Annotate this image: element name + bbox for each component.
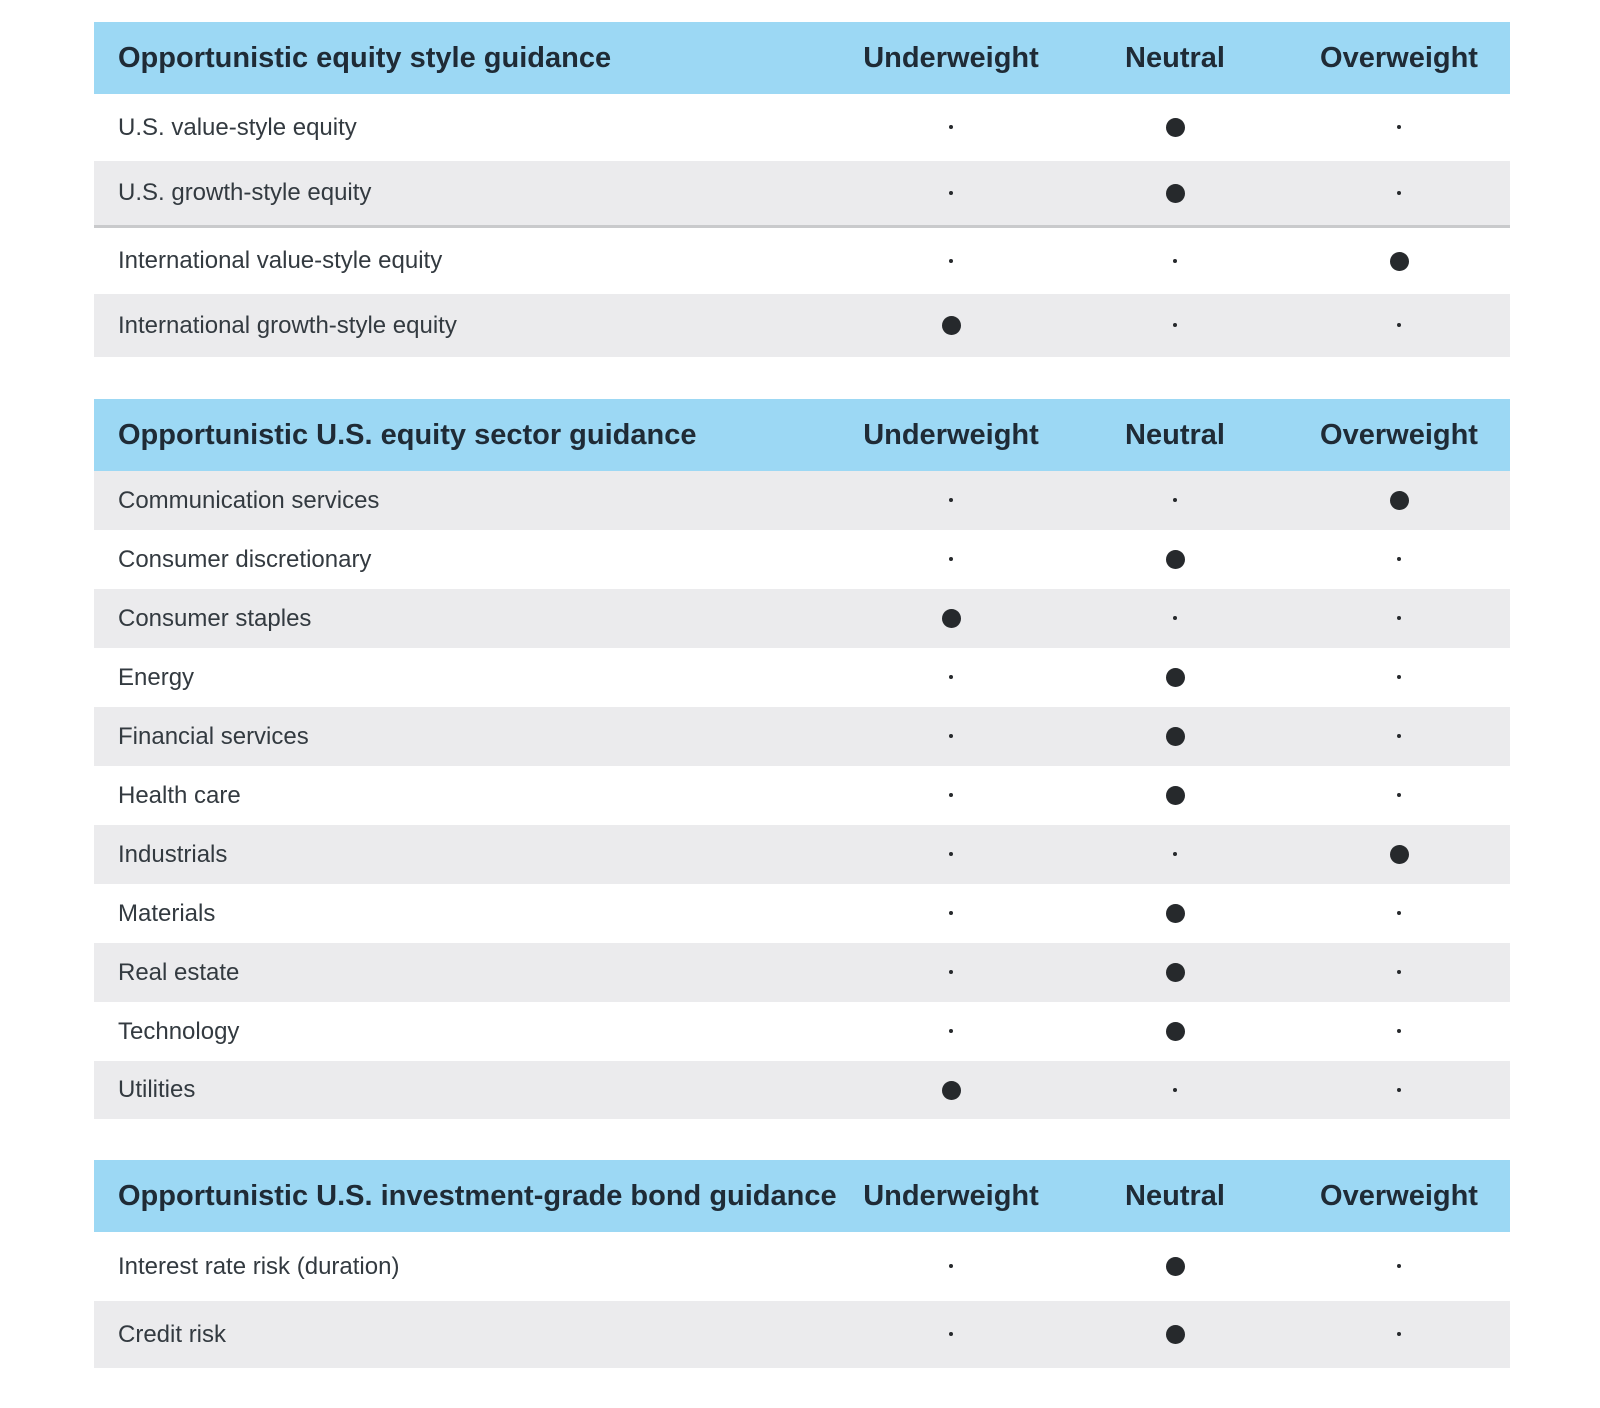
- table-row: [94, 530, 1510, 589]
- cell-overweight: [1287, 551, 1511, 569]
- cell-overweight: [1287, 1023, 1511, 1041]
- table-row: [94, 228, 1510, 294]
- large-dot-icon: [942, 316, 961, 335]
- table-row: [94, 294, 1510, 357]
- large-dot-icon: [1166, 1022, 1185, 1041]
- cell-underweight: [839, 184, 1063, 202]
- small-dot-icon: [1397, 1332, 1401, 1336]
- table-row: [94, 1002, 1510, 1061]
- large-dot-icon: [1390, 845, 1409, 864]
- row-label: International value-style equity: [118, 247, 443, 274]
- cell-neutral: [1063, 1257, 1287, 1276]
- cell-neutral: [1063, 1081, 1287, 1099]
- table-row: [94, 94, 1510, 161]
- cell-overweight: [1287, 1081, 1511, 1099]
- column-header-underweight: Underweight: [863, 418, 1039, 451]
- small-dot-icon: [1173, 259, 1177, 263]
- small-dot-icon: [1397, 675, 1401, 679]
- row-label: U.S. growth-style equity: [118, 179, 372, 206]
- small-dot-icon: [1397, 191, 1401, 195]
- row-label: U.S. value-style equity: [118, 113, 357, 141]
- small-dot-icon: [949, 852, 953, 856]
- table-row: [94, 471, 1510, 530]
- large-dot-icon: [1166, 184, 1185, 203]
- small-dot-icon: [1173, 323, 1177, 327]
- cell-neutral: [1063, 1022, 1287, 1041]
- row-label: Health care: [118, 781, 241, 809]
- row-label: Interest rate risk (duration): [118, 1252, 400, 1280]
- column-header-overweight: Overweight: [1320, 418, 1478, 451]
- cell-underweight: [839, 1326, 1063, 1344]
- small-dot-icon: [949, 793, 953, 797]
- row-label: Consumer discretionary: [118, 545, 372, 573]
- table-row: [94, 161, 1510, 228]
- row-label: Communication services: [118, 486, 380, 514]
- small-dot-icon: [949, 1332, 953, 1336]
- cell-underweight: [839, 728, 1063, 746]
- large-dot-icon: [1166, 904, 1185, 923]
- cell-underweight: [839, 551, 1063, 569]
- large-dot-icon: [942, 609, 961, 628]
- small-dot-icon: [1397, 1029, 1401, 1033]
- cell-overweight: [1287, 964, 1511, 982]
- cell-neutral: [1063, 963, 1287, 982]
- small-dot-icon: [949, 1029, 953, 1033]
- row-label: Utilities: [118, 1076, 196, 1103]
- table-row: [94, 589, 1510, 648]
- column-header-neutral: Neutral: [1125, 41, 1225, 74]
- table-row: [94, 1301, 1510, 1368]
- column-header-overweight: Overweight: [1320, 1179, 1478, 1212]
- cell-underweight: [839, 905, 1063, 923]
- row-label: International growth-style equity: [118, 311, 457, 339]
- column-header-underweight: Underweight: [863, 1179, 1039, 1212]
- table-row: [94, 825, 1510, 884]
- small-dot-icon: [1173, 616, 1177, 620]
- cell-underweight: [839, 252, 1063, 270]
- small-dot-icon: [1397, 970, 1401, 974]
- cell-overweight: [1287, 252, 1511, 271]
- table-row: [94, 648, 1510, 707]
- cell-neutral: [1063, 317, 1287, 335]
- row-label: Credit risk: [118, 1320, 227, 1348]
- large-dot-icon: [1390, 252, 1409, 271]
- large-dot-icon: [1166, 668, 1185, 687]
- large-dot-icon: [1390, 491, 1409, 510]
- small-dot-icon: [949, 1264, 953, 1268]
- cell-neutral: [1063, 492, 1287, 510]
- table-title: Opportunistic U.S. equity sector guidance: [118, 418, 697, 451]
- column-header-underweight: Underweight: [863, 41, 1039, 74]
- table-header: [94, 1160, 1510, 1232]
- small-dot-icon: [949, 259, 953, 263]
- small-dot-icon: [949, 675, 953, 679]
- large-dot-icon: [1166, 1325, 1185, 1344]
- small-dot-icon: [1397, 911, 1401, 915]
- cell-neutral: [1063, 1325, 1287, 1344]
- large-dot-icon: [1166, 1257, 1185, 1276]
- table-row: [94, 766, 1510, 825]
- small-dot-icon: [1173, 852, 1177, 856]
- large-dot-icon: [1166, 118, 1185, 137]
- cell-overweight: [1287, 1258, 1511, 1276]
- table-row: [94, 707, 1510, 766]
- row-label: Consumer staples: [118, 604, 312, 632]
- cell-neutral: [1063, 118, 1287, 137]
- cell-neutral: [1063, 846, 1287, 864]
- cell-overweight: [1287, 184, 1511, 202]
- table-title: Opportunistic equity style guidance: [118, 41, 612, 74]
- cell-underweight: [839, 846, 1063, 864]
- cell-neutral: [1063, 252, 1287, 270]
- small-dot-icon: [949, 498, 953, 502]
- small-dot-icon: [1397, 1264, 1401, 1268]
- cell-underweight: [839, 316, 1063, 335]
- cell-overweight: [1287, 610, 1511, 628]
- column-header-neutral: Neutral: [1125, 418, 1225, 451]
- small-dot-icon: [949, 191, 953, 195]
- small-dot-icon: [1397, 616, 1401, 620]
- small-dot-icon: [949, 970, 953, 974]
- cell-overweight: [1287, 119, 1511, 137]
- sector-guidance-table: [94, 399, 1510, 1119]
- cell-underweight: [839, 1258, 1063, 1276]
- large-dot-icon: [1166, 550, 1185, 569]
- cell-neutral: [1063, 668, 1287, 687]
- cell-neutral: [1063, 550, 1287, 569]
- row-label: Financial services: [118, 722, 309, 750]
- cell-neutral: [1063, 184, 1287, 203]
- large-dot-icon: [1166, 786, 1185, 805]
- table-row: [94, 1061, 1510, 1119]
- table-header: [94, 22, 1510, 94]
- cell-neutral: [1063, 786, 1287, 805]
- row-label: Technology: [118, 1017, 240, 1045]
- table-row: [94, 943, 1510, 1002]
- small-dot-icon: [1173, 498, 1177, 502]
- cell-underweight: [839, 787, 1063, 805]
- row-label: Energy: [118, 663, 195, 691]
- cell-overweight: [1287, 491, 1511, 510]
- cell-overweight: [1287, 728, 1511, 746]
- small-dot-icon: [1397, 793, 1401, 797]
- small-dot-icon: [1173, 1088, 1177, 1092]
- small-dot-icon: [1397, 1088, 1401, 1092]
- small-dot-icon: [1397, 557, 1401, 561]
- large-dot-icon: [942, 1081, 961, 1100]
- column-header-overweight: Overweight: [1320, 41, 1478, 74]
- cell-underweight: [839, 669, 1063, 687]
- style-guidance-table: [94, 22, 1510, 357]
- cell-neutral: [1063, 904, 1287, 923]
- cell-underweight: [839, 964, 1063, 982]
- cell-underweight: [839, 492, 1063, 510]
- row-label: Real estate: [118, 958, 240, 986]
- small-dot-icon: [1397, 323, 1401, 327]
- small-dot-icon: [1397, 734, 1401, 738]
- large-dot-icon: [1166, 727, 1185, 746]
- cell-overweight: [1287, 317, 1511, 335]
- cell-neutral: [1063, 610, 1287, 628]
- cell-overweight: [1287, 787, 1511, 805]
- cell-underweight: [839, 1081, 1063, 1100]
- cell-overweight: [1287, 1326, 1511, 1344]
- cell-underweight: [839, 609, 1063, 628]
- row-label: Materials: [118, 899, 216, 927]
- cell-overweight: [1287, 669, 1511, 687]
- table-row: [94, 884, 1510, 943]
- small-dot-icon: [949, 125, 953, 129]
- large-dot-icon: [1166, 963, 1185, 982]
- cell-underweight: [839, 119, 1063, 137]
- small-dot-icon: [949, 734, 953, 738]
- bond-guidance-table: [94, 1160, 1510, 1368]
- table-header: [94, 399, 1510, 471]
- small-dot-icon: [949, 911, 953, 915]
- small-dot-icon: [949, 557, 953, 561]
- cell-neutral: [1063, 727, 1287, 746]
- small-dot-icon: [1397, 125, 1401, 129]
- column-header-neutral: Neutral: [1125, 1179, 1225, 1212]
- cell-overweight: [1287, 845, 1511, 864]
- row-label: Industrials: [118, 840, 228, 868]
- table-row: [94, 1232, 1510, 1301]
- table-title: Opportunistic U.S. investment-grade bond guidance: [118, 1179, 837, 1212]
- cell-overweight: [1287, 905, 1511, 923]
- cell-underweight: [839, 1023, 1063, 1041]
